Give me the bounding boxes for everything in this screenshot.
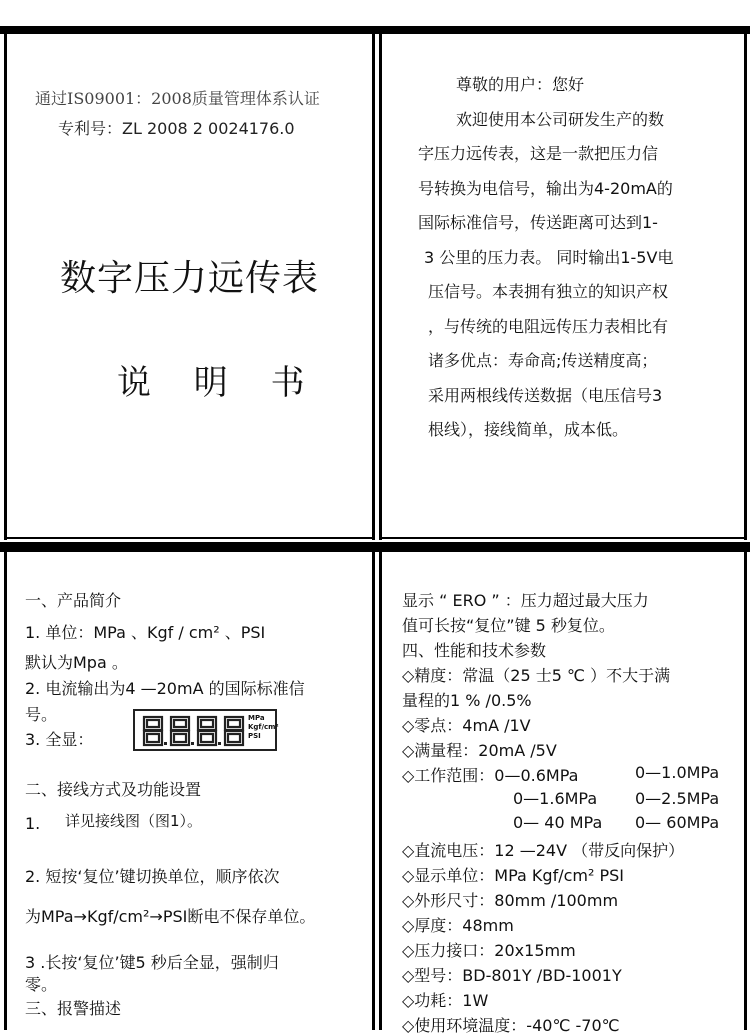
frame-line bbox=[4, 537, 374, 539]
spec-range: 0— 60MPa bbox=[635, 813, 720, 832]
section-heading: 三、报警描述 bbox=[25, 999, 122, 1018]
intro-line: 号转换为电信号，输出为4-20mA的 bbox=[418, 178, 673, 198]
spec-range: 0—2.5MPa bbox=[635, 789, 720, 808]
segment-digits bbox=[140, 714, 248, 748]
spec-display-units: ◇显示单位：MPa Kgf/cm² PSI bbox=[402, 866, 625, 885]
certification-text: 通过IS09001：2008质量管理体系认证 bbox=[35, 89, 320, 108]
error-display-line: 显示 “ ERO ” ：压力超过最大压力 bbox=[402, 591, 649, 610]
spec-model: ◇型号：BD-801Y /BD-1001Y bbox=[402, 966, 622, 985]
frame-line bbox=[4, 30, 7, 540]
section-heading: 二、接线方式及功能设置 bbox=[25, 780, 202, 799]
segment-display-image bbox=[133, 709, 277, 751]
section-heading: 四、性能和技术参数 bbox=[402, 641, 547, 660]
spec-full-scale: ◇满量程：20mA /5V bbox=[402, 741, 557, 760]
unit-sequence-line: 为MPa→Kgf/cm²→PSI断电不保存单位。 bbox=[25, 907, 316, 926]
short-press-line: 2. 短按‘复位’键切换单位，顺序依次 bbox=[25, 867, 280, 886]
spec-range: 0—1.0MPa bbox=[635, 763, 720, 782]
segment-digits-text: 8.8.8.8 bbox=[140, 714, 144, 715]
spec-range: 0—1.6MPa bbox=[513, 789, 598, 808]
segment-units bbox=[248, 714, 279, 741]
intro-line: 国际标准信号，传送距离可达到1- bbox=[418, 213, 658, 232]
spec-temperature: ◇使用环境温度：-40℃ -70℃ bbox=[402, 1016, 620, 1035]
long-press-line: 3 .长按‘复位’键5 秒后全显，强制归 bbox=[25, 953, 279, 972]
top-border bbox=[0, 26, 750, 34]
document-title: 数字压力远传表 bbox=[60, 258, 320, 299]
full-display-label: 3. 全显： bbox=[25, 730, 94, 749]
unit-label: Kgf/cm² bbox=[248, 723, 279, 731]
intro-line: 欢迎使用本公司研发生产的数 bbox=[456, 109, 665, 129]
unit-label: PSI bbox=[248, 732, 261, 740]
intro-line: ，与传统的电阻远传压力表相比有 bbox=[428, 316, 669, 336]
frame-line bbox=[744, 550, 747, 1030]
units-line: 1. 单位：MPa 、Kgf / cm² 、PSI bbox=[25, 623, 266, 642]
current-output-line: 号。 bbox=[25, 705, 58, 724]
spec-connector: ◇压力接口：20x15mm bbox=[402, 941, 576, 960]
document-subtitle: 说 明 书 bbox=[117, 363, 321, 403]
intro-paragraph bbox=[418, 68, 718, 448]
spec-power: ◇功耗：1W bbox=[402, 991, 489, 1010]
frame-line bbox=[379, 30, 382, 540]
frame-line bbox=[372, 550, 375, 1030]
spec-zero: ◇零点：4mA /1V bbox=[402, 716, 531, 735]
intro-line: 字压力远传表，这是一款把压力信 bbox=[418, 144, 659, 163]
intro-line: 压信号。本表拥有独立的知识产权 bbox=[428, 282, 669, 301]
middle-border bbox=[0, 542, 750, 552]
section-heading: 一、产品简介 bbox=[25, 591, 122, 610]
intro-line: 尊敬的用户：您好 bbox=[456, 75, 585, 94]
default-unit-line: 默认为Mpa 。 bbox=[25, 653, 128, 672]
spec-range: 0— 40 MPa bbox=[513, 813, 603, 832]
frame-line bbox=[379, 550, 382, 1030]
spec-accuracy: 量程的1 % /0.5% bbox=[402, 691, 532, 710]
intro-line: 3 公里的压力表。 同时输出1-5V电 bbox=[424, 247, 674, 267]
spec-accuracy: ◇精度：常温（25 士5 ℃ ）不大于满 bbox=[402, 666, 671, 685]
frame-line bbox=[4, 550, 7, 1030]
current-output-line: 2. 电流输出为4 —20mA 的国际标准信 bbox=[25, 679, 305, 698]
spec-range: ◇工作范围：0—0.6MPa bbox=[402, 766, 579, 785]
intro-line: 根线），接线简单，成本低。 bbox=[428, 420, 629, 439]
frame-line bbox=[379, 537, 747, 539]
spec-voltage: ◇直流电压：12 —24V （带反向保护） bbox=[402, 841, 685, 860]
frame-line bbox=[372, 30, 375, 540]
wiring-step-number: 1. bbox=[25, 814, 41, 833]
spec-dimensions: ◇外形尺寸：80mm /100mm bbox=[402, 891, 619, 910]
intro-line: 诸多优点：寿命高;传送精度高； bbox=[428, 351, 658, 370]
wiring-step-text: 详见接线图（图1）。 bbox=[65, 812, 203, 830]
spec-thickness: ◇厚度：48mm bbox=[402, 916, 514, 935]
unit-label: MPa bbox=[248, 714, 265, 722]
patent-number: 专利号：ZL 2008 2 0024176.0 bbox=[58, 119, 295, 138]
frame-line bbox=[744, 30, 747, 540]
intro-line: 采用两根线传送数据（电压信号3 bbox=[428, 385, 663, 405]
error-display-line: 值可长按“复位”键 5 秒复位。 bbox=[402, 616, 615, 635]
long-press-line: 零。 bbox=[25, 975, 58, 994]
